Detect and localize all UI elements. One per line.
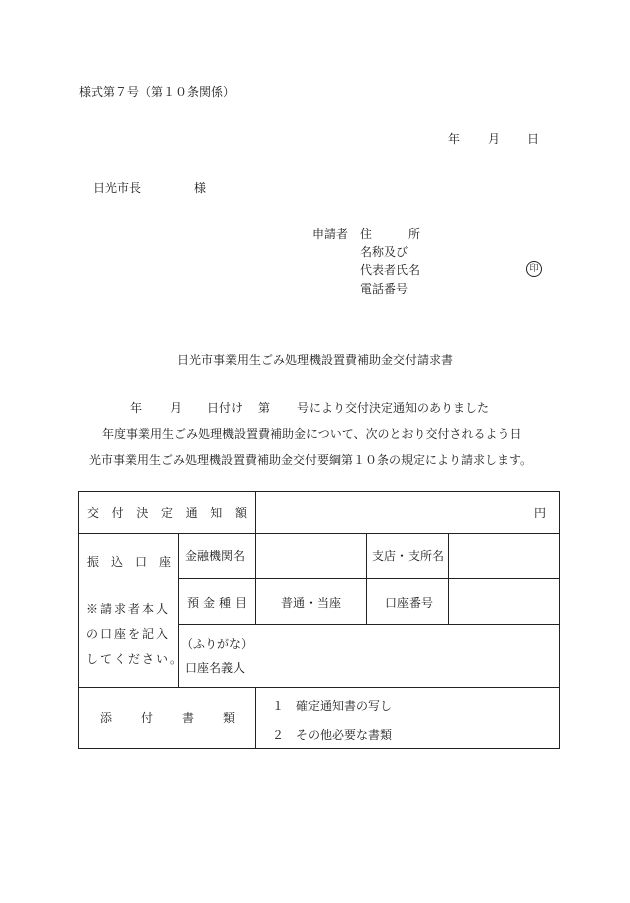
date-year-label: 年	[448, 132, 461, 146]
transfer-account-label: 振 込 口 座	[87, 555, 171, 569]
deposit-type-value: 普通・当座	[281, 596, 342, 610]
yen-unit: 円	[534, 506, 547, 520]
body-dated: 日付け	[207, 401, 244, 415]
branch-label: 支店・支所名	[372, 549, 445, 563]
deposit-type-label: 預 金 種 目	[187, 596, 247, 610]
body-line2: 年度事業用生ごみ処理機設置費補助金について、次のとおり交付されるよう日	[102, 427, 522, 441]
body-line1-rest: 号により交付決定通知のありました	[297, 401, 490, 415]
account-number-label: 口座番号	[385, 596, 434, 610]
attachment-1-text: 確定通知書の写し	[296, 699, 393, 713]
applicant-label: 申請者	[312, 227, 349, 241]
addressee-honorific: 様	[194, 181, 207, 195]
addressee-name: 日光市長	[93, 181, 142, 195]
body-line3: 光市事業用生ごみ処理機設置費補助金交付要綱第１０条の規定により請求します。	[89, 453, 533, 467]
attachments-label: 添 付 書 類	[100, 711, 235, 725]
applicant-name-label: 名称及び	[360, 245, 409, 259]
account-note-line3: してください。	[86, 652, 185, 666]
body-month: 月	[170, 401, 183, 415]
seal-mark: 印	[526, 261, 542, 277]
applicant-representative-label: 代表者氏名	[360, 263, 421, 277]
account-note-line2: の口座を記入	[86, 627, 171, 641]
account-holder-label: 口座名義人	[185, 661, 246, 675]
body-number-prefix: 第	[258, 401, 271, 415]
document-title: 日光市事業用生ごみ処理機設置費補助金交付請求書	[176, 353, 453, 367]
attachment-1-number: １	[272, 699, 285, 713]
bank-label: 金融機関名	[185, 549, 246, 563]
date-month-label: 月	[488, 132, 501, 146]
body-year: 年	[130, 401, 143, 415]
furigana-label: （ふりがな）	[181, 637, 254, 651]
date-day-label: 日	[527, 132, 540, 146]
account-note-line1: ※請求者本人	[86, 602, 171, 616]
decision-amount-label: 交 付 決 定 通 知 額	[87, 506, 247, 520]
applicant-address-label: 住 所	[360, 227, 420, 241]
form-number: 様式第７号（第１０条関係）	[79, 85, 236, 99]
attachment-2-text: その他必要な書類	[296, 728, 393, 742]
applicant-phone-label: 電話番号	[360, 282, 409, 296]
attachment-2-number: ２	[272, 728, 285, 742]
